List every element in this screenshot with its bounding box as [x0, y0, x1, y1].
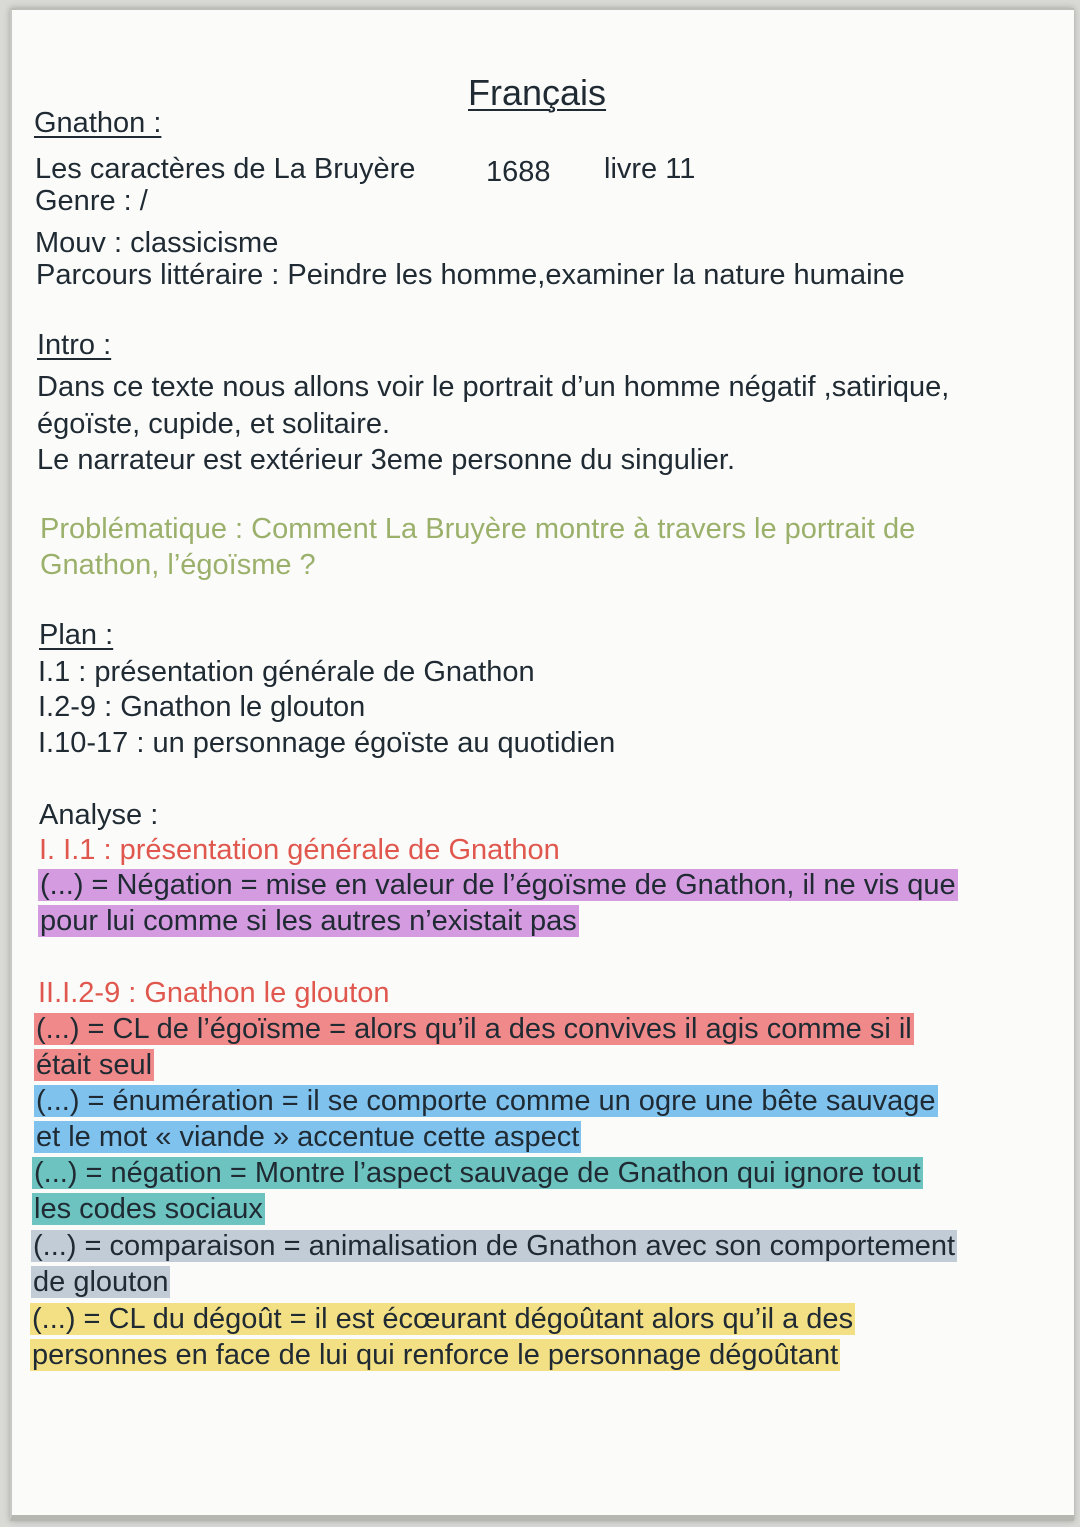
- highlight-violet: pour lui comme si les autres n’existait pas: [40, 905, 577, 937]
- highlight-teal: (...) = négation = Montre l’aspect sauvage de Gnathon qui ignore tout: [34, 1157, 921, 1189]
- genre-line: Genre : /: [35, 185, 148, 217]
- highlight-grey: de glouton: [33, 1266, 169, 1298]
- intro-line-2: égoïste, cupide, et solitaire.: [37, 408, 391, 440]
- plan-item: I.1 : présentation générale de Gnathon: [38, 656, 535, 688]
- plan-heading: Plan :: [39, 619, 114, 651]
- analysis-note: [34, 1120, 581, 1154]
- intro-line-1: Dans ce texte nous allons voir le portrait d’un homme négatif ,satirique,: [37, 371, 950, 403]
- highlight-red: (...) = CL de l’égoïsme = alors qu’il a des convives il agis comme si il: [36, 1013, 912, 1045]
- analysis-note: [32, 1192, 265, 1226]
- highlight-blue: et le mot « viande » accentue cette aspect: [36, 1121, 580, 1153]
- work-year: 1688: [486, 156, 551, 188]
- analysis-note: [34, 1084, 938, 1118]
- highlight-red: était seul: [36, 1049, 153, 1081]
- highlight-yellow: (...) = CL du dégoût = il est écœurant dégoûtant alors qu’il a des: [32, 1303, 854, 1335]
- analysis-note: [32, 1156, 923, 1190]
- analysis-note: [38, 868, 958, 902]
- highlight-violet: (...) = Négation = mise en valeur de l’égoïsme de Gnathon, il ne vis que: [40, 869, 956, 901]
- parcours-line: Parcours littéraire : Peindre les homme,examiner la nature humaine: [36, 259, 905, 291]
- problematique-line-2: Gnathon, l’égoïsme ?: [40, 549, 316, 581]
- analysis-note: [31, 1265, 170, 1299]
- highlight-blue: (...) = énumération = il se comporte comme un ogre une bête sauvage: [36, 1085, 936, 1117]
- analysis-note: [34, 1048, 154, 1082]
- analysis-note: [38, 904, 579, 938]
- analysis-note: [30, 1338, 840, 1372]
- highlight-yellow: personnes en face de lui qui renforce le personnage dégoûtant: [32, 1339, 839, 1371]
- plan-item: I.2-9 : Gnathon le glouton: [38, 691, 366, 723]
- analysis-note: [30, 1302, 855, 1336]
- problematique-line-1: Problématique : Comment La Bruyère montre à travers le portrait de: [40, 513, 916, 545]
- intro-heading: Intro :: [37, 329, 112, 361]
- highlight-grey: (...) = comparaison = animalisation de Gnathon avec son comportement: [33, 1230, 956, 1262]
- plan-item: I.10-17 : un personnage égoïste au quotidien: [38, 727, 616, 759]
- subject-heading: Gnathon :: [34, 107, 162, 139]
- work-title: Les caractères de La Bruyère: [35, 153, 416, 185]
- page-title: Français: [468, 72, 607, 113]
- analysis-note: [31, 1229, 957, 1263]
- analysis-note: [34, 1012, 914, 1046]
- work-book: livre 11: [604, 153, 696, 185]
- intro-line-3: Le narrateur est extérieur 3eme personne du singulier.: [37, 444, 736, 476]
- highlight-teal: les codes sociaux: [34, 1193, 263, 1225]
- analyse-heading: Analyse :: [39, 799, 159, 831]
- movement-line: Mouv : classicisme: [35, 227, 279, 259]
- analysis-part2-title: II.I.2-9 : Gnathon le glouton: [38, 977, 390, 1009]
- analysis-part1-title: I. I.1 : présentation générale de Gnathon: [39, 834, 560, 866]
